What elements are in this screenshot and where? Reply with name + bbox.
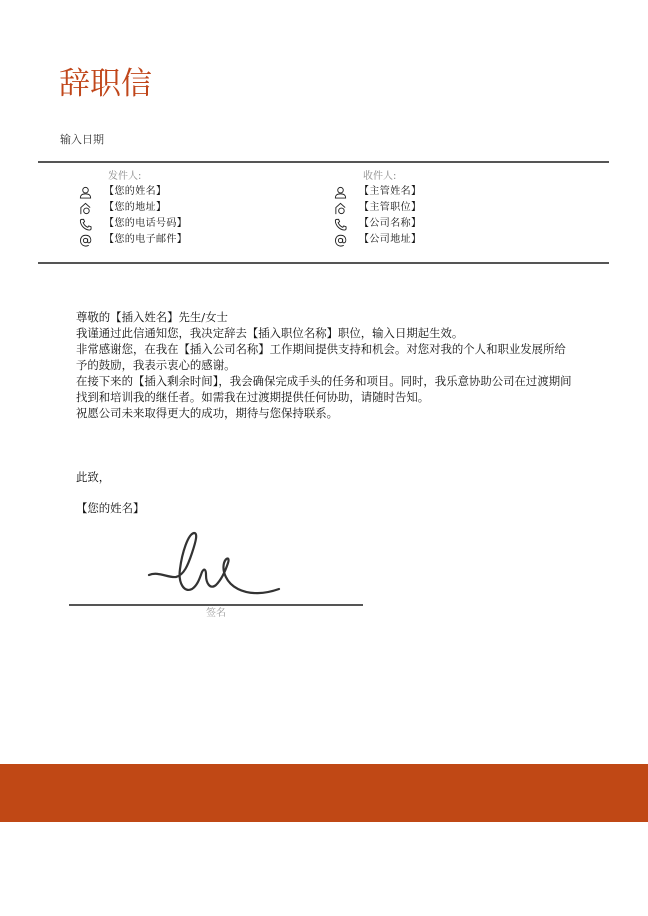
recipient-title[interactable]: 【主管职位】	[359, 202, 422, 213]
phone-icon	[333, 217, 347, 231]
recipient-label: 收件人:	[363, 171, 397, 182]
signer-name[interactable]: 【您的姓名】	[76, 501, 145, 515]
top-divider	[38, 161, 609, 163]
recipient-company[interactable]: 【公司名称】	[359, 218, 422, 229]
paragraph-transition[interactable]: 在接下来的【插入剩余时间】，我会确保完成手头的任务和项目。同时，我乐意协助公司在过渡期间找到和培训我的继任者。如需我在过渡期提供任何协助，请随时告知。	[76, 374, 572, 404]
sender-email[interactable]: 【您的电子邮件】	[104, 234, 188, 245]
home-icon	[333, 201, 347, 215]
letter-body	[76, 309, 576, 421]
greeting[interactable]: 尊敬的【插入姓名】先生/女士	[76, 310, 228, 324]
signature-label: 签名	[206, 608, 226, 619]
footer-accent-bar	[0, 764, 648, 822]
at-icon	[78, 233, 92, 247]
signature-line	[69, 604, 363, 606]
person-icon	[78, 185, 92, 199]
document-title: 辞职信	[59, 66, 152, 102]
signature-image	[140, 525, 300, 605]
paragraph-thanks[interactable]: 非常感谢您，在我在【插入公司名称】工作期间提供支持和机会。对您对我的个人和职业发展所给予的鼓励，我表示衷心的感谢。	[76, 342, 566, 372]
sender-name[interactable]: 【您的姓名】	[104, 186, 167, 197]
sender-address[interactable]: 【您的地址】	[104, 202, 167, 213]
recipient-block	[333, 170, 421, 248]
sender-block	[78, 170, 187, 248]
recipient-title-row	[333, 200, 421, 216]
at-icon	[333, 233, 347, 247]
sender-name-row	[78, 184, 187, 200]
sender-address-row	[78, 200, 187, 216]
paragraph-resignation[interactable]: 我谨通过此信通知您，我决定辞去【插入职位名称】职位，输入日期起生效。	[76, 326, 464, 340]
home-icon	[78, 201, 92, 215]
date-field[interactable]: 输入日期	[60, 133, 104, 146]
sender-email-row	[78, 232, 187, 248]
closing[interactable]: 此致，	[76, 470, 111, 484]
phone-icon	[78, 217, 92, 231]
recipient-name-row	[333, 184, 421, 200]
sender-phone[interactable]: 【您的电话号码】	[104, 218, 188, 229]
sender-label: 发件人:	[108, 171, 142, 182]
recipient-company-row	[333, 216, 421, 232]
sender-phone-row	[78, 216, 187, 232]
person-icon	[333, 185, 347, 199]
paragraph-wishes[interactable]: 祝愿公司未来取得更大的成功，期待与您保持联系。	[76, 406, 338, 420]
recipient-address-row	[333, 232, 421, 248]
recipient-name[interactable]: 【主管姓名】	[359, 186, 422, 197]
bottom-divider	[38, 262, 609, 264]
recipient-address[interactable]: 【公司地址】	[359, 234, 422, 245]
